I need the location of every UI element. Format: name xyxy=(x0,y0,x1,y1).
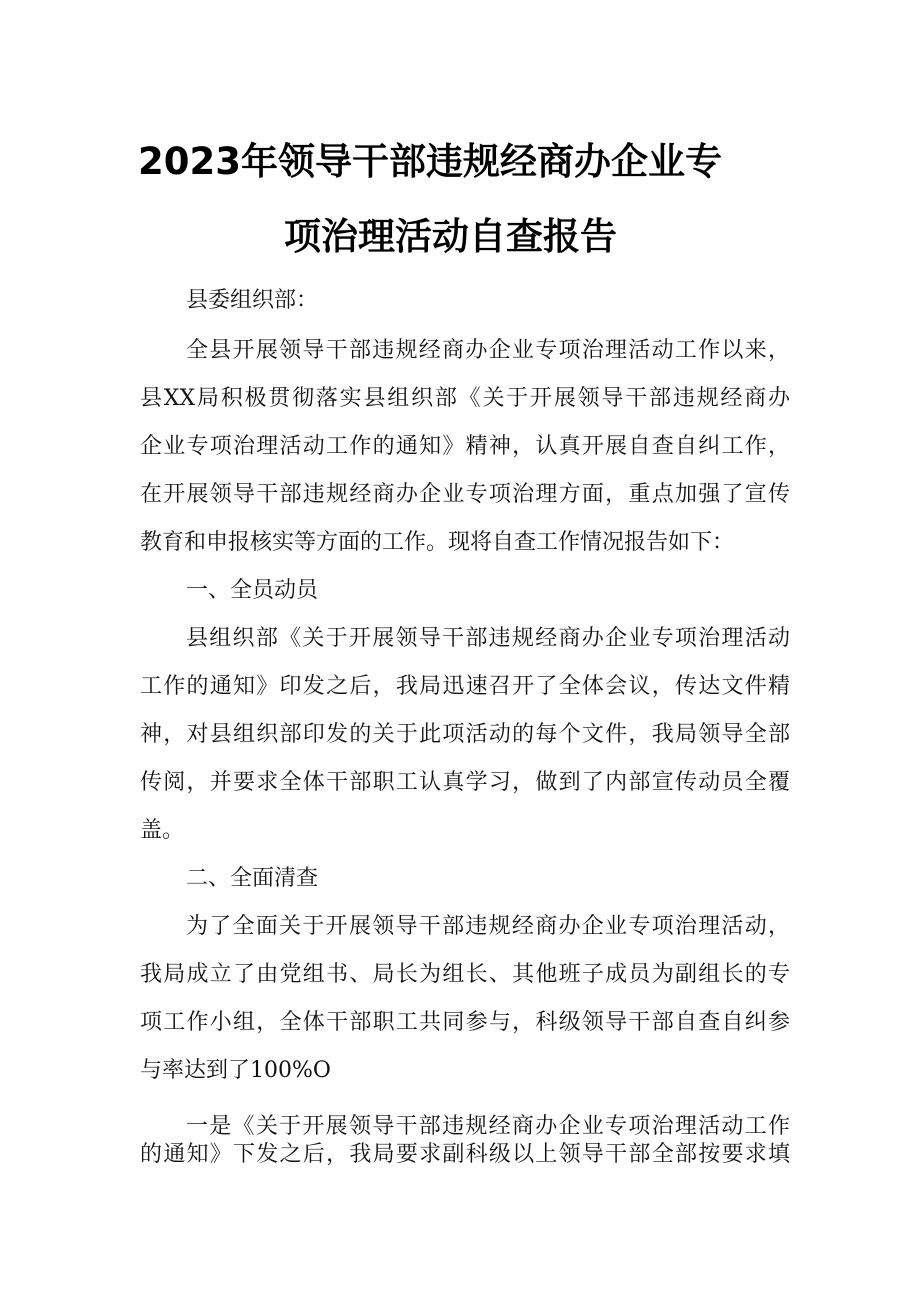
paragraph-line: 神，对县组织部印发的关于此项活动的每个文件，我局领导全部 xyxy=(140,722,790,747)
paragraph-line: 企业专项治理活动工作的通知》精神，认真开展自查自纠工作， xyxy=(140,434,790,459)
paragraph-line: 教育和申报核实等方面的工作。现将自查工作情况报告如下： xyxy=(140,530,735,555)
paragraph-line: 的通知》下发之后，我局要求副科级以上领导干部全部按要求填 xyxy=(140,1142,790,1167)
paragraph-line: 盖。 xyxy=(140,818,185,843)
paragraph-line: 传阅，并要求全体干部职工认真学习，做到了内部宣传动员全覆 xyxy=(140,770,790,795)
paragraph-line: 全县开展领导干部违规经商办企业专项治理活动工作以来， xyxy=(186,338,790,363)
section-heading: 一、全员动员 xyxy=(186,578,319,603)
salutation: 县委组织部： xyxy=(186,288,319,313)
section-heading: 二、全面清查 xyxy=(186,866,319,891)
document-title-line-1: 2023年领导干部违规经商办企业专 xyxy=(138,140,722,183)
paragraph-line: 在开展领导干部违规经商办企业专项治理方面，重点加强了宣传 xyxy=(140,482,790,507)
paragraph-line: 县XX局积极贯彻落实县组织部《关于开展领导干部违规经商办 xyxy=(140,386,790,411)
paragraph-line: 工作的通知》印发之后，我局迅速召开了全体会议，传达文件精 xyxy=(140,674,790,699)
paragraph-line: 县组织部《关于开展领导干部违规经商办企业专项治理活动 xyxy=(186,626,790,651)
paragraph-line: 项工作小组，全体干部职工共同参与，科级领导干部自查自纠参 xyxy=(140,1010,790,1035)
paragraph-line: 为了全面关于开展领导干部违规经商办企业专项治理活动， xyxy=(186,914,790,939)
document-title-line-2: 项治理活动自查报告 xyxy=(284,215,617,258)
paragraph-line: 与率达到了100%O xyxy=(140,1058,331,1083)
paragraph-line: 一是《关于开展领导干部违规经商办企业专项治理活动工作 xyxy=(186,1114,790,1139)
paragraph-line: 我局成立了由党组书、局长为组长、其他班子成员为副组长的专 xyxy=(140,962,790,987)
